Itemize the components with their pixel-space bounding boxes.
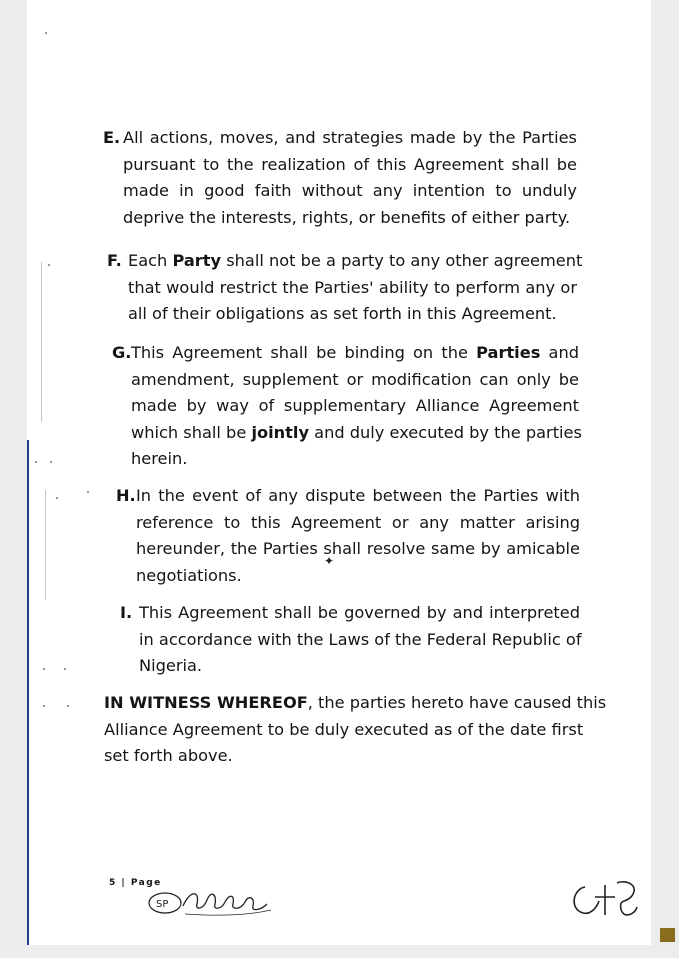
clause-g-line: [131, 420, 582, 447]
clause-h-line: negotiations.: [136, 565, 242, 585]
clause-i-line: This Agreement shall be governed by and interpreted: [139, 603, 580, 622]
clause-f-line: that would restrict the Parties' ability to perform any or: [128, 277, 577, 297]
clause-g-line: [131, 340, 579, 367]
page-edge-line: [27, 440, 29, 945]
witness-line: set forth above.: [104, 746, 233, 765]
witness-paragraph: [104, 690, 607, 770]
clause-e-line: pursuant to the realization of this Agreement shall be: [123, 154, 577, 174]
clause-e-line: made in good faith without any intention to unduly: [123, 181, 577, 200]
clause-g: [112, 340, 582, 473]
clause-g-line: made by way of supplementary Alliance Agreement: [131, 396, 579, 415]
clause-i-label: I.: [120, 603, 133, 622]
signature-initials-text: SP: [156, 899, 169, 910]
clause-e-line: All actions, moves, and strategies made by the Parties: [123, 128, 577, 147]
clause-i: [120, 600, 580, 680]
clause-e-line: deprive the interests, rights, or benefits of either party.: [123, 207, 571, 227]
clause-g-line: amendment, supplement or modification can only be: [131, 369, 579, 389]
clause-h-line: reference to this Agreement or any matter arising: [136, 512, 580, 532]
clause-i-line: Nigeria.: [139, 656, 203, 675]
clause-f-text: shall not be a party to any other agreement: [221, 251, 583, 270]
scan-speck: [35, 461, 37, 463]
clause-e: [103, 125, 577, 231]
scan-speck: [50, 461, 52, 463]
clause-f: [107, 248, 583, 328]
scan-speck: [45, 32, 47, 34]
scan-speck: [56, 497, 58, 499]
clause-e-label: E.: [103, 128, 121, 147]
clause-f-line: [128, 248, 583, 275]
clause-g-bold-term: jointly: [251, 422, 310, 442]
clause-f-bold-term: Party: [172, 251, 222, 270]
clause-f-line: all of their obligations as set forth in this Agreement.: [128, 304, 557, 323]
scan-speck: [43, 705, 45, 707]
clause-f-label: F.: [107, 251, 122, 270]
clause-i-line: in accordance with the Laws of the Federal Republic of: [139, 629, 582, 649]
scan-speck: [87, 491, 89, 493]
clause-h-line: In the event of any dispute between the Parties with: [136, 486, 580, 505]
initials-signature-left: [145, 880, 275, 920]
scan-speck: [64, 668, 66, 670]
signature-right-text: C+D: [465, 775, 468, 776]
clause-f-text: Each: [128, 251, 173, 270]
scan-speck: [48, 264, 50, 266]
clause-h-line: hereunder, the Parties shall resolve same by amicable: [136, 539, 580, 558]
clause-g-text: and duly executed by the parties: [309, 422, 582, 442]
witness-heading: IN WITNESS WHEREOF: [104, 693, 308, 712]
witness-line: Alliance Agreement to be duly executed as of the date first: [104, 719, 584, 739]
clause-h: [116, 483, 580, 589]
scan-artifact-line: [41, 262, 42, 422]
pen-mark-icon: ✦: [324, 554, 335, 568]
document-page: [27, 0, 651, 945]
initials-signature-right: [465, 775, 647, 923]
witness-text: , the parties hereto have caused this: [307, 693, 607, 712]
clause-g-text: which shall be: [131, 422, 252, 442]
clause-g-bold-term: Parties: [476, 343, 541, 362]
clause-g-text: and: [540, 343, 579, 362]
scan-artifact-line: [45, 490, 46, 600]
clause-g-text: This Agreement shall be binding on the: [131, 343, 477, 362]
scan-speck: [67, 705, 69, 707]
page-number: 5 | Page: [109, 878, 162, 888]
witness-line: [104, 690, 607, 717]
clause-g-line: herein.: [131, 449, 188, 468]
corner-fold-mark: [660, 928, 675, 942]
scan-speck: [43, 668, 45, 670]
clause-h-label: H.: [116, 486, 136, 505]
clause-g-label: G.: [112, 343, 132, 362]
